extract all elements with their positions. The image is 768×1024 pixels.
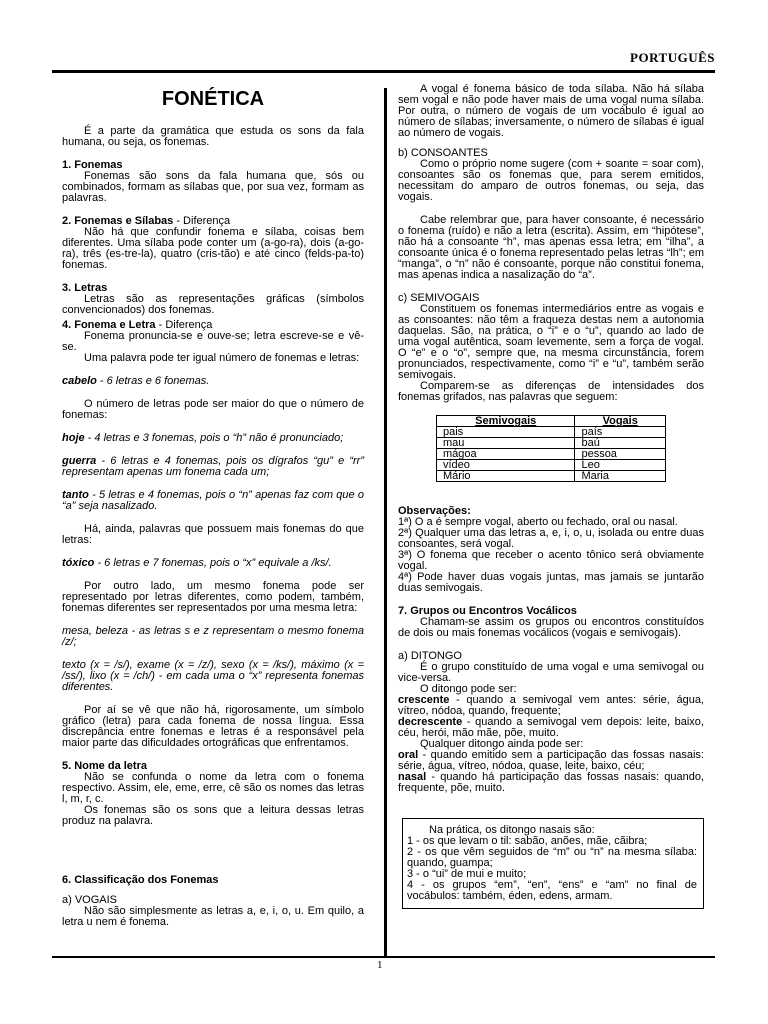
ditongo-p3: Qualquer ditongo ainda pode ser: xyxy=(420,738,584,750)
consoantes-p1: Como o próprio nome sugere (com + soante = soar com), consoantes são os fonemas que, para serem emitidos, necessitam do amparo de outros fonemas, ou seja, das vogais. xyxy=(398,158,704,203)
vogal-paragraph: A vogal é fonema básico de toda sílaba. Não há sílaba sem vogal e não pode haver mais de uma vogal numa sílaba. Por outra, o número de vogais de um vocábulo é igual ao número de sílabas; inversamente, o número de sílabas é igual ao número de vogais. xyxy=(398,83,704,139)
section-7-text: Chamam-se assim os grupos ou encontros constituídos de dois ou mais fonemas vocálicos (vogais e semivogais). xyxy=(398,616,704,639)
section-4-p2: Uma palavra pode ter igual número de fonemas e letras: xyxy=(84,352,360,364)
box-item: 1 - os que levam o til: sabão, anões, mãe, cãibra; xyxy=(407,835,648,847)
ditongo-decrescente: decrescente - quando a semivogal vem depois: leite, baixo, céu, herói, mão mãe, põe, muito. xyxy=(398,716,704,739)
section-4-p3: O número de letras pode ser maior do que o número de fonemas: xyxy=(62,398,364,421)
right-column xyxy=(398,84,704,909)
ditongo-oral: oral - quando emitido sem a participação das fossas nasais: série, água, vítreo, nódoa, quase, leite, baixo, céu; xyxy=(398,749,704,772)
box-item: 4 - os grupos “em”, “en”, “ens” e “am” no final de vocábulos: também, éden, edens, armam. xyxy=(407,879,697,902)
example-guerra: guerra - 6 letras e 4 fonemas, pois os dígrafos “gu” e “rr” representam apenas um fonema cada um; xyxy=(62,455,364,478)
section-3-title: 3. Letras xyxy=(62,282,108,294)
semivogais-table xyxy=(436,415,666,482)
section-4-p6: Por aí se vê que não há, rigorosamente, um símbolo gráfico (letra) para cada fonema de nossa língua. Essa discrepância entre fonemas e letras é a responsável pela maior parte das dificuldades ortográficas que enfrentamos. xyxy=(62,704,364,749)
table-header-semivogais: Semivogais xyxy=(437,416,575,427)
ditongo-title: a) DITONGO xyxy=(398,650,462,662)
example-toxico: tóxico - 6 letras e 7 fonemas, pois o “x” equivale a /ks/. xyxy=(62,557,332,569)
ditongo-nasal: nasal - quando há participação das fossas nasais: quando, frequente, põe, muito. xyxy=(398,771,704,794)
section-5-p2: Os fonemas são os sons que a leitura dessas letras produz na palavra. xyxy=(62,804,364,827)
section-6-subtitle: a) VOGAIS xyxy=(62,894,118,906)
box-item: 3 - o “ui” de mui e muito; xyxy=(407,868,527,880)
consoantes-p2: Cabe relembrar que, para haver consoante, é necessário o fonema (ruído) e não a letra (escrita). Assim, em “hipótese”, não há a consoante “h”, mas apenas essa letra; em “ilha”, a consoante única é o fonema representado pelas letras “lh”; em “manga”, o “n” não é consoante, porque não constitui fonema, mas apenas indica a nasalização do “a”. xyxy=(398,214,704,281)
example-cabelo: cabelo - 6 letras e 6 fonemas. xyxy=(62,375,210,387)
section-3-text: Letras são as representações gráficas (símbolos convencionados) dos fonemas. xyxy=(62,293,364,316)
table-row: vídeo Leo xyxy=(437,460,666,471)
box-title: Na prática, os ditongo nasais são: xyxy=(429,824,595,836)
example-hoje: hoje - 4 letras e 3 fonemas, pois o “h” não é pronunciado; xyxy=(62,432,344,444)
section-5-p1: Não se confunda o nome da letra com o fonema respectivo. Assim, ele, eme, erre, cê são os nomes das letras l, m, r, c. xyxy=(62,771,364,805)
section-4-title: 4. Fonema e Letra xyxy=(62,319,156,331)
section-7-title: 7. Grupos ou Encontros Vocálicos xyxy=(398,605,577,617)
ditongo-crescente: crescente - quando a semivogal vem antes: série, água, vítreo, nódoa, quando, frequente; xyxy=(398,694,704,717)
subject-label: PORTUGUÊS xyxy=(630,50,715,65)
section-2-text: Não há que confundir fonema e sílaba, coisas bem diferentes. Uma sílaba pode conter um (a-go-ra), dois (a-go-ra), três (es-tre-la), quatro (cris-tão) e até cinco (felds-pa-to) fonemas. xyxy=(62,226,364,271)
table-row: pais país xyxy=(437,427,666,438)
semivogais-p1: Constituem os fonemas intermediários entre as vogais e as consoantes: não têm a fraqueza destas nem a autonomia daquelas. São, na prática, o “i” e o “u”, quando ao lado de uma vogal autêntica, soam levemente, sem a força de vogal. O “e” e o “o”, sempre que, na mesma circunstância, forem pronunciados, respectivamente, como “i” e “u”, também serão semivogais. xyxy=(398,303,704,381)
box-item: 2 - os que vêm seguidos de “m” ou “n” na mesma sílaba: quando, guampa; xyxy=(407,846,697,869)
section-4-p1: Fonema pronuncia-se e ouve-se; letra escreve-se e vê-se. xyxy=(62,330,364,353)
table-header-vogais: Vogais xyxy=(575,416,666,427)
example-texto: texto (x = /s/), exame (x = /z/), sexo (x = /ks/), máximo (x = /ss/), lixo (x = /ch/) - em cada uma o “x” representa fonemas diferentes. xyxy=(62,659,364,693)
column-divider xyxy=(384,88,387,956)
section-1-title: 1. Fonemas xyxy=(62,159,123,171)
left-column xyxy=(62,88,364,928)
observacao-1: 1ª) O a é sempre vogal, aberto ou fechado, oral ou nasal. xyxy=(398,516,678,528)
table-row: mau baú xyxy=(437,438,666,449)
example-mesa: mesa, beleza - as letras s e z representam o mesmo fonema /z/; xyxy=(62,625,364,648)
section-4-p4: Há, ainda, palavras que possuem mais fonemas do que letras: xyxy=(62,523,364,546)
observacao-3: 3ª) O fonema que receber o acento tônico será obviamente vogal. xyxy=(398,549,704,572)
section-6-title: 6. Classificação dos Fonemas xyxy=(62,874,219,886)
section-1-text: Fonemas são sons da fala humana que, sós ou combinados, formam as sílabas que, por sua vez, formam as palavras. xyxy=(62,170,364,204)
table-row: mágoa pessoa xyxy=(437,449,666,460)
section-5-title: 5. Nome da letra xyxy=(62,760,147,772)
ditongo-p1: É o grupo constituído de uma vogal e uma semivogal ou vice-versa. xyxy=(398,661,704,684)
semivogais-p2: Comparem-se as diferenças de intensidades dos fonemas grifados, nas palavras que seguem: xyxy=(398,380,704,403)
page-number: 1 xyxy=(377,959,383,971)
footer-rule xyxy=(52,956,715,958)
section-2-title: 2. Fonemas e Sílabas xyxy=(62,215,174,227)
section-4-p5: Por outro lado, um mesmo fonema pode ser representado por letras diferentes, como podem, também, fonemas diferentes ser representados por uma mesma letra: xyxy=(62,580,364,614)
section-6-text: Não são simplesmente as letras a, e, i, o, u. Em quilo, a letra u nem é fonema. xyxy=(62,905,364,928)
consoantes-title: b) CONSOANTES xyxy=(398,147,488,159)
ditongos-nasais-box xyxy=(402,818,704,909)
ditongo-p2: O ditongo pode ser: xyxy=(420,683,517,695)
semivogais-title: c) SEMIVOGAIS xyxy=(398,292,480,304)
observacoes-title: Observações: xyxy=(398,505,471,517)
table-row: Mário Maria xyxy=(437,471,666,482)
section-4-subtitle: - Diferença xyxy=(155,319,213,331)
page-title: FONÉTICA xyxy=(161,88,265,110)
observacao-4: 4ª) Pode haver duas vogais juntas, mas jamais se juntarão duas semivogais. xyxy=(398,571,704,594)
header-rule xyxy=(52,70,715,73)
example-tanto: tanto - 5 letras e 4 fonemas, pois o “n” apenas faz com que o “a” seja nasalizado. xyxy=(62,489,364,512)
observacao-2: 2ª) Qualquer uma das letras a, e, i, o, u, isolada ou entre duas consoantes, será vogal. xyxy=(398,527,704,550)
section-2-subtitle: - Diferença xyxy=(173,215,231,227)
intro-paragraph: É a parte da gramática que estuda os sons da fala humana, ou seja, os fonemas. xyxy=(62,125,364,148)
